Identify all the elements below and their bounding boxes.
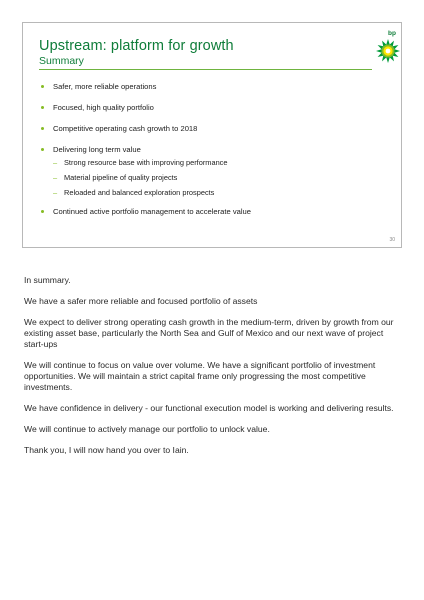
bullet-text: Focused, high quality portfolio bbox=[53, 103, 154, 112]
bullet-text: Continued active portfolio management to accelerate value bbox=[53, 207, 251, 216]
notes-paragraph: Thank you, I will now hand you over to Iain. bbox=[24, 445, 189, 455]
dash-icon: – bbox=[53, 158, 58, 167]
slide-subtitle: Summary bbox=[39, 55, 84, 67]
slide-page-number: 30 bbox=[389, 237, 395, 243]
logo-text: bp bbox=[388, 30, 396, 37]
bullet-item bbox=[39, 103, 389, 112]
bp-helios-logo-icon bbox=[375, 31, 401, 65]
slide-title: Upstream: platform for growth bbox=[39, 38, 234, 54]
slide-panel bbox=[22, 22, 402, 248]
bullet-item bbox=[39, 124, 389, 133]
bullet-text: Delivering long term value bbox=[53, 145, 141, 154]
title-divider bbox=[39, 69, 372, 70]
sub-bullet-item bbox=[53, 173, 389, 182]
bullet-dot-icon bbox=[41, 127, 44, 130]
bullet-item bbox=[39, 145, 389, 197]
bullet-text: Competitive operating cash growth to 2018 bbox=[53, 124, 198, 133]
notes-paragraph: In summary. bbox=[24, 275, 71, 285]
notes-paragraph: We will continue to focus on value over volume. We have a significant portfolio of investment opportunities. We will maintain a strict capital frame only progressing the most competitive investments. bbox=[24, 360, 376, 392]
speaker-notes bbox=[24, 275, 404, 466]
dash-icon: – bbox=[53, 173, 58, 182]
bullet-text: Safer, more reliable operations bbox=[53, 82, 157, 91]
bullet-dot-icon bbox=[41, 85, 44, 88]
sub-bullet-item bbox=[53, 188, 389, 197]
sub-bullet-text: Material pipeline of quality projects bbox=[64, 173, 178, 182]
bullet-item bbox=[39, 207, 389, 216]
bullet-dot-icon bbox=[41, 148, 44, 151]
notes-paragraph: We have confidence in delivery - our functional execution model is working and delivering results. bbox=[24, 403, 394, 413]
sub-bullet-text: Strong resource base with improving performance bbox=[64, 158, 228, 167]
notes-paragraph: We have a safer more reliable and focused portfolio of assets bbox=[24, 296, 258, 306]
bullet-item bbox=[39, 82, 389, 91]
bullet-dot-icon bbox=[41, 210, 44, 213]
sub-bullet-text: Reloaded and balanced exploration prospects bbox=[64, 188, 215, 197]
bullet-dot-icon bbox=[41, 106, 44, 109]
sub-bullet-item bbox=[53, 158, 389, 167]
notes-paragraph: We expect to deliver strong operating cash growth in the medium-term, driven by growth from our existing asset base, particularly the North Sea and Gulf of Mexico and our next wave of project start-ups bbox=[24, 317, 394, 349]
sub-bullet-list bbox=[53, 158, 389, 197]
dash-icon: – bbox=[53, 188, 58, 197]
notes-paragraph: We will continue to actively manage our portfolio to unlock value. bbox=[24, 424, 270, 434]
bullet-list bbox=[39, 82, 389, 216]
